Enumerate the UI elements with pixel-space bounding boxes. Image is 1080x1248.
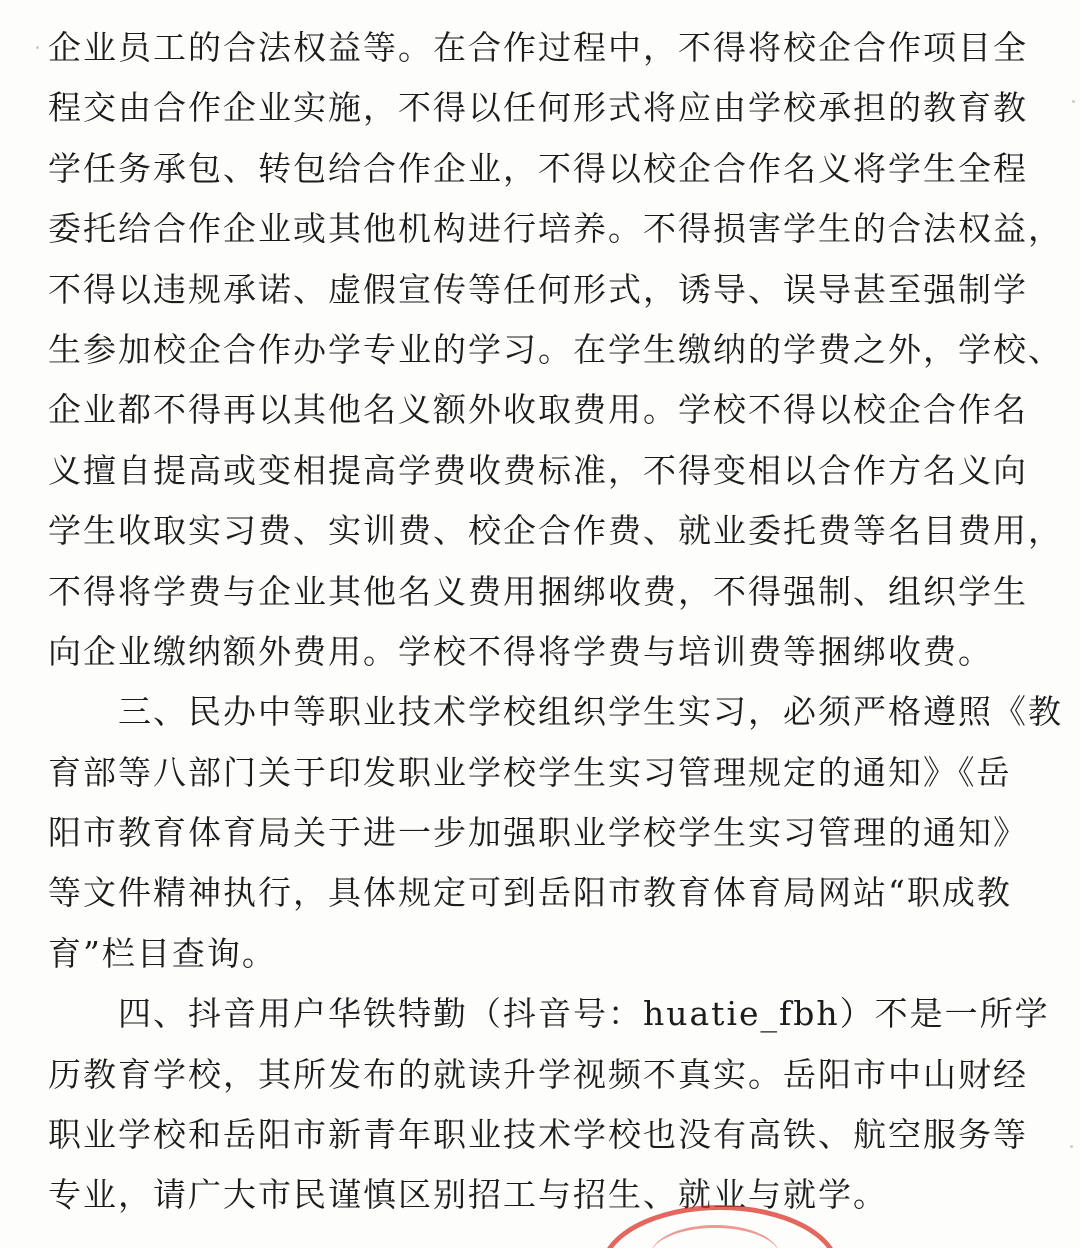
document-line: 不得以违规承诺、虚假宣传等任何形式，诱导、误导甚至强制学	[48, 269, 1028, 309]
document-line: 生参加校企合作办学专业的学习。在学生缴纳的学费之外，学校、	[48, 329, 1063, 369]
document-line: 等文件精神执行，具体规定可到岳阳市教育体育局网站“职成教	[48, 873, 1012, 913]
document-body	[48, 18, 1063, 1226]
document-line: 育”栏目查询。	[48, 933, 277, 973]
scan-speck	[1072, 100, 1075, 103]
section-four-start: 四、抖音用户华铁特勤（抖音号：huatie_fbh）不是一所学	[48, 994, 1050, 1034]
document-line: 学任务承包、转包给合作企业，不得以校企合作名义将学生全程	[48, 148, 1028, 188]
document-line: 育部等八部门关于印发职业学校学生实习管理规定的通知》《岳	[48, 752, 1012, 792]
document-line: 学生收取实习费、实训费、校企合作费、就业委托费等名目费用，	[48, 511, 1063, 551]
scan-speck	[1070, 1145, 1073, 1148]
document-line: 企业员工的合法权益等。在合作过程中，不得将校企合作项目全	[48, 28, 1028, 67]
document-line: 程交由合作企业实施，不得以任何形式将应由学校承担的教育教	[48, 88, 1028, 128]
document-line: 不得将学费与企业其他名义费用捆绑收费，不得强制、组织学生	[48, 571, 1028, 611]
document-line: 义擅自提高或变相提高学费收费标准，不得变相以合作方名义向	[48, 450, 1028, 490]
document-line: 企业都不得再以其他名义额外收取费用。学校不得以校企合作名	[48, 390, 1028, 430]
document-line: 专业，请广大市民谨慎区别招工与招生、就业与就学。	[48, 1175, 888, 1215]
section-three-start: 三、民办中等职业技术学校组织学生实习，必须严格遵照《教	[48, 692, 1063, 732]
document-line: 历教育学校，其所发布的就读升学视频不真实。岳阳市中山财经	[48, 1054, 1028, 1094]
document-line: 职业学校和岳阳市新青年职业技术学校也没有高铁、航空服务等	[48, 1115, 1028, 1155]
document-line: 阳市教育体育局关于进一步加强职业学校学生实习管理的通知》	[48, 813, 1028, 853]
document-line: 委托给合作企业或其他机构进行培养。不得损害学生的合法权益，	[48, 209, 1063, 249]
scan-speck	[36, 46, 39, 49]
document-line: 向企业缴纳额外费用。学校不得将学费与培训费等捆绑收费。	[48, 631, 993, 671]
